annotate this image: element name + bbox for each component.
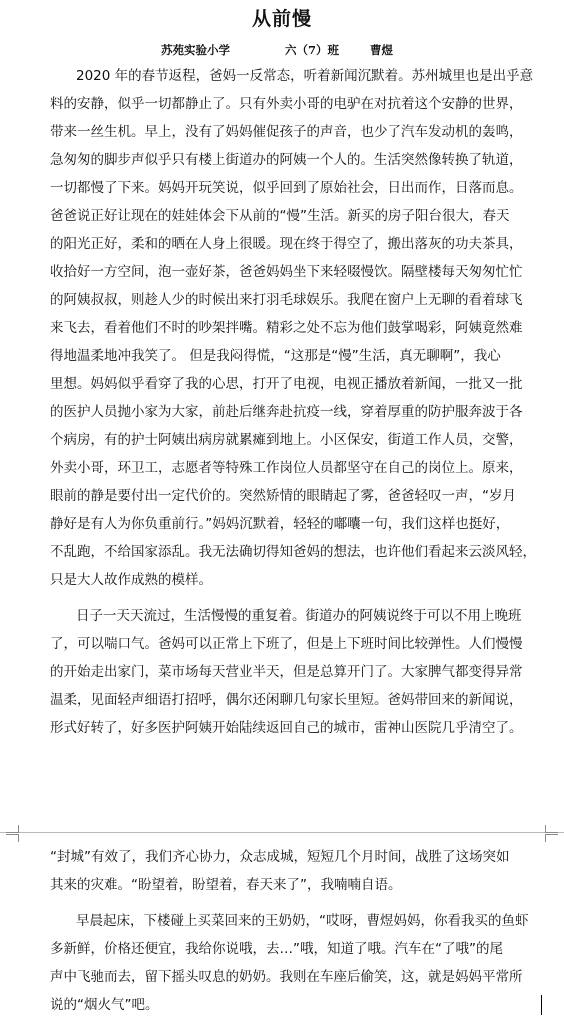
text-line: 其来的灾难。“盼望着，盼望着，春天来了”，我喃喃自语。 [50, 877, 402, 893]
text-line: 2020 年的春节返程，爸妈一反常态，听着新闻沉默着。苏州城里也是出乎意 [76, 68, 534, 84]
text-line: 爸爸说正好让现在的娃娃体会下从前的“慢”生活。新买的房子阳台很大，春天 [50, 208, 510, 224]
text-line: 的阳光正好，柔和的晒在人身上很暖。现在终于得空了，搬出落灰的功夫茶具， [50, 236, 523, 252]
essay-title: 从前慢 [251, 8, 312, 30]
text-line: 料的安静，似乎一切都静止了。只有外卖小哥的电驴在对抗着这个安静的世界， [50, 96, 523, 112]
crop-mark-icon [545, 834, 558, 842]
text-line: 外卖小哥，环卫工，志愿者等特殊工作岗位人员都坚守在自己的岗位上。原来， [50, 460, 523, 476]
text-line: 了，可以喘口气。爸妈可以正常上下班了，但是上下班时间比较弹性。人们慢慢 [50, 636, 523, 652]
text-line: 只是大人故作成熟的模样。 [50, 572, 212, 588]
text-line: 的医护人员抛小家为大家，前赴后继奔赴抗疫一线，穿着厚重的防护服奔波于各 [50, 404, 523, 420]
byline [0, 40, 564, 60]
text-line: 声中飞驰而去，留下摇头叹息的奶奶。我则在车座后偷笑，这，就是妈妈平常所 [50, 969, 523, 985]
text-line: 眼前的静是要付出一定代价的。突然矫情的眼睛起了雾，爸爸轻叹一声，“岁月 [50, 488, 516, 504]
text-line: 的阿姨叔叔，则趁人少的时候出来打羽毛球娱乐。我爬在窗户上无聊的看着球飞 [50, 292, 523, 308]
page-break-rule [0, 832, 564, 833]
text-line: 来飞去，看着他们不时的吵架拌嘴。精彩之处不忘为他们鼓掌喝彩，阿姨竟然难 [50, 320, 523, 336]
page-break-divider [0, 829, 564, 837]
text-line: 早晨起床，下楼碰上买菜回来的王奶奶，“哎呀，曹煜妈妈，你看我买的鱼虾 [76, 913, 529, 929]
text-cursor [541, 995, 542, 1015]
crop-mark-icon [6, 834, 19, 842]
class-name: 六（7）班 [285, 43, 340, 57]
text-line: 得地温柔地冲我笑了。 但是我闷得慌，“这那是“慢”生活，真无聊啊”，我心 [50, 348, 501, 364]
text-line: 静好是有人为你负重前行。”妈妈沉默着，轻轻的嘟囔一句，我们这样也挺好， [50, 516, 510, 532]
text-line: 温柔，见面轻声细语打招呼，偶尔还闲聊几句家长里短。爸妈带回来的新闻说， [50, 692, 523, 708]
text-line: 急匆匆的脚步声似乎只有楼上街道办的阿姨一个人的。生活突然像转换了轨道， [50, 152, 523, 168]
text-line: 说的“烟火气”吧。 [50, 997, 159, 1013]
text-line: 多新鲜，价格还便宜，我给你说哦，去…”哦，知道了哦。汽车在“了哦”的尾 [50, 941, 503, 957]
text-line: 收拾好一方空间，泡一壶好茶，爸爸妈妈坐下来轻啜慢饮。隔壁楼每天匆匆忙忙 [50, 264, 523, 280]
text-line: 带来一丝生机。早上，没有了妈妈催促孩子的声音，也少了汽车发动机的轰鸣， [50, 124, 523, 140]
text-line: 日子一天天流过，生活慢慢的重复着。街道办的阿姨说终于可以不用上晚班 [76, 608, 522, 624]
text-line: 不乱跑，不给国家添乱。我无法确切得知爸妈的想法，也许他们看起来云淡风轻， [50, 544, 536, 560]
text-line: 形式好转了，好多医护阿姨开始陆续返回自己的城市，雷神山医院几乎清空了。 [50, 720, 523, 736]
crop-mark-icon [6, 825, 19, 833]
author-name: 曹煜 [370, 43, 393, 57]
text-line: 的开始走出家门，菜市场每天营业半天，但是总算开门了。大家脾气都变得异常 [50, 664, 523, 680]
text-line: 一切都慢了下来。妈妈开玩笑说，似乎回到了原始社会，日出而作，日落而息。 [50, 180, 523, 196]
school-name: 苏苑实验小学 [161, 43, 230, 57]
text-line: “封城”有效了，我们齐心协力，众志成城，短短几个月时间，战胜了这场突如 [50, 849, 510, 865]
text-line: 里想。妈妈似乎看穿了我的心思，打开了电视，电视正播放着新闻，一批又一批 [50, 376, 523, 392]
crop-mark-icon [545, 825, 558, 833]
text-line: 个病房，有的护士阿姨出病房就累瘫到地上。小区保安，街道工作人员，交警， [50, 432, 523, 448]
